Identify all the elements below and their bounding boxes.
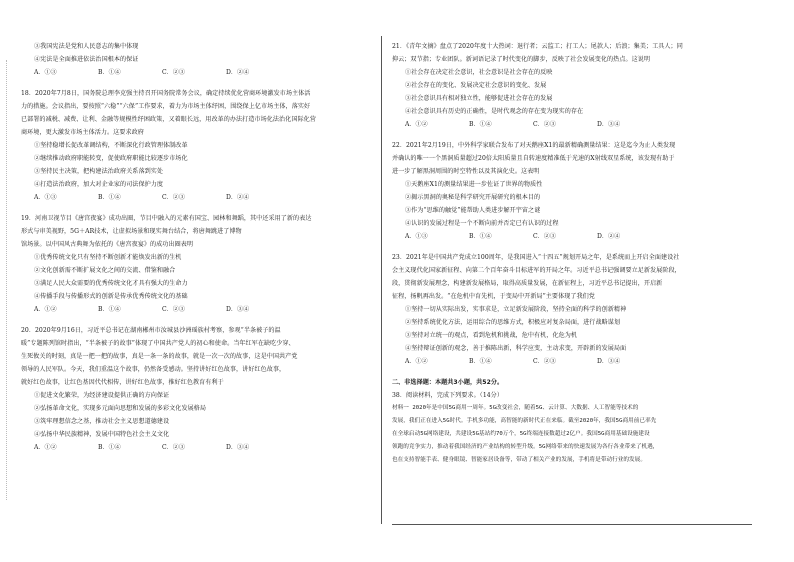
material-line: 领跑的竞争实力，推动着我国经济的产业结构的转型升级。5G网络带来的快速发展为各行各业带来了机遇， <box>392 444 659 450</box>
material-line: 发展，我们正在进入5G时代。手机多功能，高智能的新时代正在来临。截至2020年，我国5G商用前已率先 <box>392 418 657 424</box>
option: ④坚持辩证创新的观念，善于推陈出新，科学应变，主动求变，开辟新的发展局面 <box>405 345 627 352</box>
choice-a: A．①③ <box>34 194 57 201</box>
choice-a: A．①② <box>34 306 57 313</box>
choice-d: D．③④ <box>226 306 250 313</box>
question-stem: 18．2020年7月8日，国务院总理李克强主持召开国务院常务会议，确定持续优化营商环境激发市场主体活 <box>21 90 311 97</box>
answer-choices <box>392 118 752 131</box>
question-stem: 已部署的减税、减费、让利、金融等规模性纾困政策，又着眼长远，用改革的办法打造市场化法治化国际化营 <box>21 116 316 123</box>
option: ④社会意识具有历史的正确性，是时代观念的存在变为现实的存在 <box>405 108 584 115</box>
right-column <box>392 40 752 467</box>
choice-a: A．①③ <box>405 233 428 240</box>
non-choice-section <box>392 376 752 467</box>
question-stem: 商环境，更大激发市场主体活力。这要求政府 <box>21 129 144 136</box>
option: ③坚持对立统一的观点，看到危机和挑战，危中有机，化危为机 <box>405 332 578 339</box>
option: ①坚持一切从实际出发，实事求是，立足新发展阶段，坚持全面的科学的创新精神 <box>405 306 627 313</box>
option: ③满足人民大众需要的优秀传统文化才具有强大的生命力 <box>34 280 188 287</box>
option: ②文化创新需不断扩展文化之间的交流、借鉴和融合 <box>34 267 176 274</box>
answer-choices <box>21 66 373 79</box>
question-stem: 暖”专题陈列馆时指出，“半条被子的故事”体现了中国共产党人的初心和使命。当年红军在缺吃少穿、 <box>21 340 295 347</box>
column-divider <box>381 36 382 524</box>
section-title: 二、非选择题：本题共3小题，共52分。 <box>392 379 504 386</box>
choice-d: D．③④ <box>226 444 250 451</box>
question-stem: 领导的人民军队。今天，我们重温这个故事，仍然备受感动。坚持讲好红色故事，讲好红色故事， <box>21 366 286 373</box>
question-stem: 20．2020年9月16日，习近平总书记在湖南郴州市汝城县沙洲瑶族村考察，参观“半条被子的温 <box>21 327 281 334</box>
choice-b: B．①④ <box>98 69 121 76</box>
question-17-tail <box>21 40 373 79</box>
choice-c: C．②③ <box>533 358 556 365</box>
question-stem: 征程，扬帆再出发。“在危机中育先机，于变局中开新局”主要体现了我们党 <box>392 293 595 300</box>
option: ④弘扬中华民族精神，发展中国特色社会主义文化 <box>34 431 170 438</box>
question-18 <box>21 87 373 204</box>
choice-b: B．①④ <box>469 121 492 128</box>
question-stem: 19．河南卫视节目《唐宫夜宴》成功出圈，节目中融入的元素有国宝、园林和舞蹈，其中还采用了新的表达 <box>21 215 312 222</box>
material-line: 在全球启动5G网络建设，共建设5G基站约70万个，5G终端连接数超过2亿户。我国5G商用基础设施建设 <box>392 431 650 437</box>
question-stem: 21．《青年文摘》盘点了2020年度十大热词：退行者；云监工；打工人；尾款人；后浪；集美；工具人；同 <box>392 43 683 50</box>
question-22 <box>392 139 752 243</box>
question-stem: 就好红色故事，让红色基因代代相传，讲好红色故事，推好红色教育有利于 <box>21 379 224 386</box>
option: ①优秀传统文化只有坚持不断创新才能焕发出新的生机 <box>34 254 182 261</box>
question-stem: 并确认的唯一一个黑洞质量超过20倍太阳质量且自转速度精准低于光速的X射线双星系统，该发现有助于 <box>392 155 675 162</box>
question-stem: 23．2021年是中国共产党成立100周年，是我国进入“十四五”规划开局之年，是系统而上开启全面建设社 <box>392 254 680 261</box>
question-19 <box>21 212 373 316</box>
choice-b: B．①④ <box>469 233 492 240</box>
choice-c: C．②③ <box>162 194 185 201</box>
material-line: 也在支持智能手表、健身眼镜、智能家居设备等，带动了相关产业的发展，手机将是带动行业的发展。 <box>392 457 646 463</box>
question-stem: 段，贯彻新发展理念，构建新发展格局，取得高质量发展，在新征程上，习近平总书记提出，开启新 <box>392 280 663 287</box>
question-stem: 会主义现代化国家新征程、向第二个百年奋斗目标进军的开局之年。习近平总书记强调要立足新发展阶段， <box>392 267 681 274</box>
question-stem: 22．2021年2月19日，中外科学家联合发布了对天鹅座X1的最新精确测量结果：这是迄今为止人类发现 <box>392 142 676 149</box>
answer-choices <box>392 230 752 243</box>
question-stem: 进一步了解黑洞周围的时空特性以及其演化史。这表明 <box>392 168 540 175</box>
question-stem: 抑云；双节指；专业团队。新词语记录了时代变化的脚步，反映了社会发展变化的热点。这说明 <box>392 56 651 63</box>
choice-c: C．②③ <box>162 306 185 313</box>
option: ④传播手段与传播形式的创新是传承优秀传统文化的基础 <box>34 293 188 300</box>
option: ③坚持民主决策，把构建法治政府关系落到实处 <box>34 168 164 175</box>
answer-choices <box>21 441 373 454</box>
choice-d: D．②④ <box>226 194 250 201</box>
choice-d: D．③④ <box>597 358 621 365</box>
option: ②坚持系统优化方法，运用综合的思维方式，积极应对复杂局面，进行战略谋划 <box>405 319 621 326</box>
choice-c: C．②③ <box>533 233 556 240</box>
question-stem: 形式与审美视野，5G＋AR技术，让虚拟场景和现实舞台结合，将唐舞跳进了博物 <box>21 228 242 235</box>
question-21 <box>392 40 752 131</box>
question-38-title: 38．阅读材料，完成下列要求。（14分） <box>392 392 503 399</box>
option: ③作为“思维的触觉”能帮助人类进步解开宇宙之谜 <box>405 207 541 214</box>
option: ①天鹅座X1的测量结果进一步佐证了世界的物质性 <box>405 181 543 188</box>
option: ④打造法治政府，加大对企业家的司法保护力度 <box>34 181 164 188</box>
answer-choices <box>21 303 373 316</box>
option: ③我国宪法是党和人民意志的集中体现 <box>34 43 139 50</box>
choice-d: D．②④ <box>597 233 621 240</box>
choice-b: B．①④ <box>98 194 121 201</box>
choice-a: A．①② <box>405 121 428 128</box>
question-stem: 生死攸关的时刻，真是一把一把的故事，真是一条一条的故事，就是一次一次的故事，这是中国共产党 <box>21 353 298 360</box>
option: ②继续推动政府职能转变，促使政府职能比较逐步市场化 <box>34 155 188 162</box>
choice-a: A．①② <box>405 358 428 365</box>
option: ①促进文化繁荣，为经济建设提供正确的方向保证 <box>34 392 170 399</box>
option: ④认识的发展过程是一个不断向前并否定已有认识的过程 <box>405 220 559 227</box>
choice-b: B．①④ <box>98 444 121 451</box>
question-stem: 馆场景。以中国风古典舞为依托的《唐宫夜宴》的成功出圈表明 <box>21 241 194 248</box>
left-column <box>21 40 373 454</box>
option: ①坚持稳增长促改革调结构，不断深化行政管理体制改革 <box>34 142 188 149</box>
choice-c: C．②③ <box>533 121 556 128</box>
choice-a: A．①③ <box>34 69 57 76</box>
choice-d: D．③④ <box>597 121 621 128</box>
choice-d: D．②④ <box>226 69 250 76</box>
answer-choices <box>392 355 752 368</box>
choice-b: B．①④ <box>469 358 492 365</box>
choice-c: C．②③ <box>162 444 185 451</box>
option: ④宪法是全面推进依法治国根本的保证 <box>34 56 139 63</box>
choice-c: C．②③ <box>162 69 185 76</box>
material-line: 材料一 2020年是中国5G商用一周年。5G改变社会，随着5G、云计算、大数据、人工智能等技术的 <box>392 405 639 411</box>
option: ②揭示黑洞的奥秘是科学研究开展研究的根本目的 <box>405 194 541 201</box>
bottom-rule <box>392 524 752 525</box>
choice-a: A．①② <box>34 444 57 451</box>
answer-choices <box>21 191 373 204</box>
choice-b: B．①④ <box>98 306 121 313</box>
question-23 <box>392 251 752 368</box>
binding-margin <box>6 60 7 500</box>
option: ②社会存在的变化、发展决定社会意识的变化、发展 <box>405 82 547 89</box>
question-20 <box>21 324 373 454</box>
option: ③筑牢理想信念之基，推动社会主义思想道德建设 <box>34 418 170 425</box>
option: ②弘扬革命文化，实现多元面向思想和发展的多彩文化发展格局 <box>34 405 207 412</box>
option: ①社会存在决定社会意识，社会意识是社会存在的反映 <box>405 69 553 76</box>
question-stem: 力的措施。会议指出，要按照“六稳”“六保”工作要求，着力为市场主体纾困，围绕保上亿市场主体，落实好 <box>21 103 311 110</box>
option: ③社会意识具有相对独立性，能够促进社会存在的发展 <box>405 95 553 102</box>
